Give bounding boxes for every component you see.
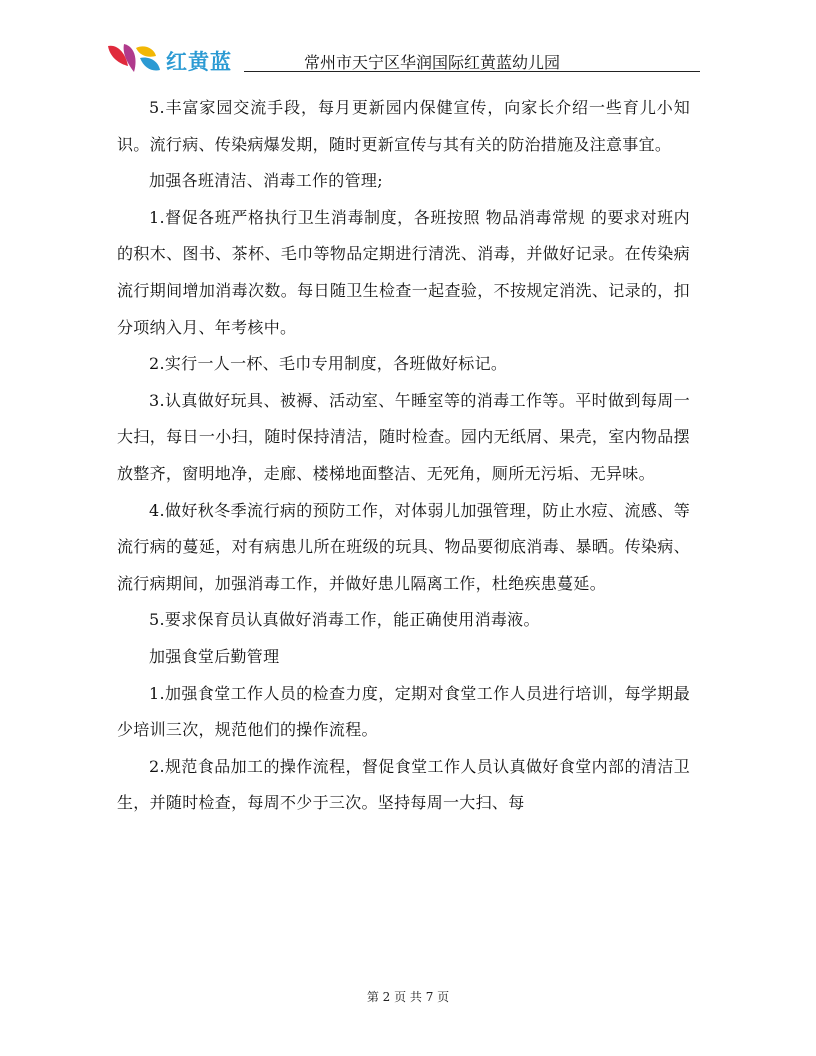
paragraph: 5.要求保育员认真做好消毒工作，能正确使用消毒液。 [149, 610, 540, 630]
school-name: 常州市天宁区华润国际红黄蓝幼儿园 [304, 53, 561, 72]
logo-icon [104, 40, 164, 76]
paragraph: 2.实行一人一杯、毛巾专用制度，各班做好标记。 [149, 354, 508, 374]
paragraph: 3.认真做好玩具、被褥、活动室、午睡室等的消毒工作等。平时做到每周一大扫，每日一小扫，随时保持清洁，随时检查。园内无纸屑、果壳，室内物品摆放整齐，窗明地净，走廊、楼梯地面整洁、无死角，厕所无污垢、无异味。 [117, 390, 690, 483]
section-heading: 加强各班清洁、消毒工作的管理; [149, 171, 383, 191]
section-heading: 加强食堂后勤管理 [149, 646, 280, 666]
document-body [117, 90, 690, 822]
header-divider [244, 71, 700, 72]
paragraph: 5.丰富家园交流手段，每月更新园内保健宣传，向家长介绍一些育儿小知识。流行病、传染病爆发期，随时更新宣传与其有关的防治措施及注意事宜。 [117, 98, 690, 154]
page-number: 第 2 页 共 7 页 [366, 990, 450, 1004]
paragraph: 4.做好秋冬季流行病的预防工作，对体弱儿加强管理，防止水痘、流感、等流行病的蔓延，对有病患儿所在班级的玩具、物品要彻底消毒、暴晒。传染病、流行病期间，加强消毒工作，并做好患儿隔离工作，杜绝疾患蔓延。 [117, 500, 690, 593]
paragraph: 1.加强食堂工作人员的检查力度，定期对食堂工作人员进行培训，每学期最少培训三次，规范他们的操作流程。 [117, 683, 690, 740]
logo-text: 红黄蓝 [166, 50, 232, 74]
paragraph: 1.督促各班严格执行卫生消毒制度，各班按照 物品消毒常规 的要求对班内的积木、图书、茶杯、毛巾等物品定期进行清洗、消毒，并做好记录。在传染病流行期间增加消毒次数。每日随卫生检查一起查验，不按规定消洗、记录的，扣分项纳入月、年考核中。 [117, 207, 690, 337]
page-header [104, 38, 700, 78]
paragraph: 2.规范食品加工的操作流程，督促食堂工作人员认真做好食堂内部的清洁卫生，并随时检查，每周不少于三次。坚持每周一大扫、每 [117, 756, 690, 813]
